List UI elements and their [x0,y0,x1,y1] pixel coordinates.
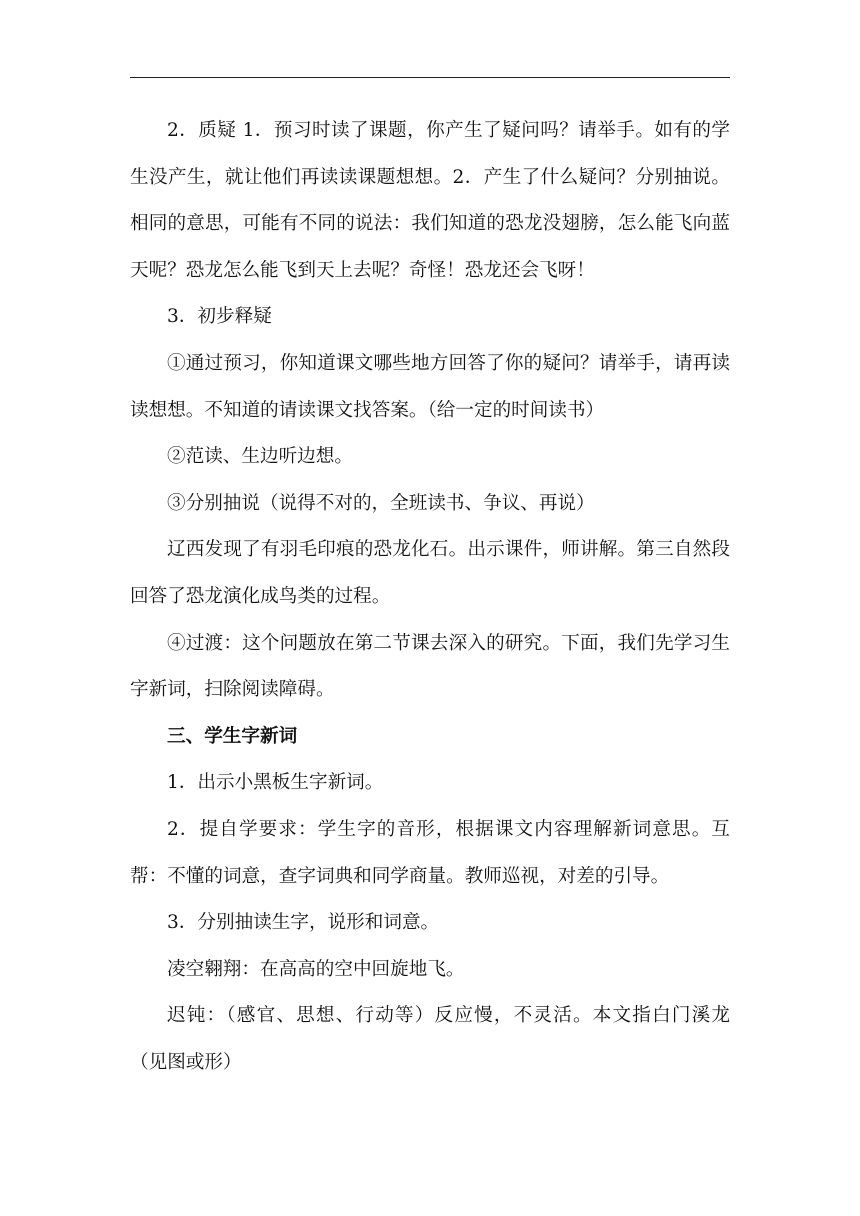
paragraph-new-words-2: 2．提自学要求：学生字的音形，根据课文内容理解新词意思。互帮：不懂的词意，查字词典和同学商量。教师巡视，对差的引导。 [130,818,730,887]
paragraph-step-2: ②范读、生边听边想。 [167,446,353,468]
section-heading: 三、学生字新词 [167,725,298,747]
paragraph-fossil: 辽西发现了有羽毛印痕的恐龙化石。出示课件，师讲解。第三自然段回答了恐龙演化成鸟类的过程。 [130,539,730,607]
paragraph-initial-clarify: 3．初步释疑 [167,306,272,328]
definition-soaring: 凌空翱翔：在高高的空中回旋地飞。 [167,958,465,980]
paragraph-step-3: ③分别抽说（说得不对的，全班读书、争议、再说） [167,492,595,514]
paragraph-questioning: 2．质疑 1．预习时读了课题，你产生了疑问吗？请举手。如有的学生没产生，就让他们再读读课题想想。2．产生了什么疑问？分别抽说。相同的意思，可能有不同的说法：我们知道的恐龙没翅膀，怎么能飞向蓝天呢？恐龙怎么能飞到天上去呢？奇怪！恐龙还会飞呀！ [130,120,730,281]
paragraph-new-words-1: 1．出示小黑板生字新词。 [167,772,384,794]
paragraph-new-words-3: 3．分别抽读生字，说形和词意。 [167,912,440,934]
document-body [130,108,730,1086]
header-rule [130,77,730,78]
paragraph-step-1: ①通过预习，你知道课文哪些地方回答了你的疑问？请举手，请再读读想想。不知道的请读课文找答案。（给一定的时间读书） [130,352,730,421]
definition-sluggish: 迟钝：（感官、思想、行动等）反应慢，不灵活。本文指白门溪龙（见图或形） [130,1005,730,1073]
paragraph-step-4: ④过渡：这个问题放在第二节课去深入的研究。下面，我们先学习生字新词，扫除阅读障碍。 [130,632,730,701]
